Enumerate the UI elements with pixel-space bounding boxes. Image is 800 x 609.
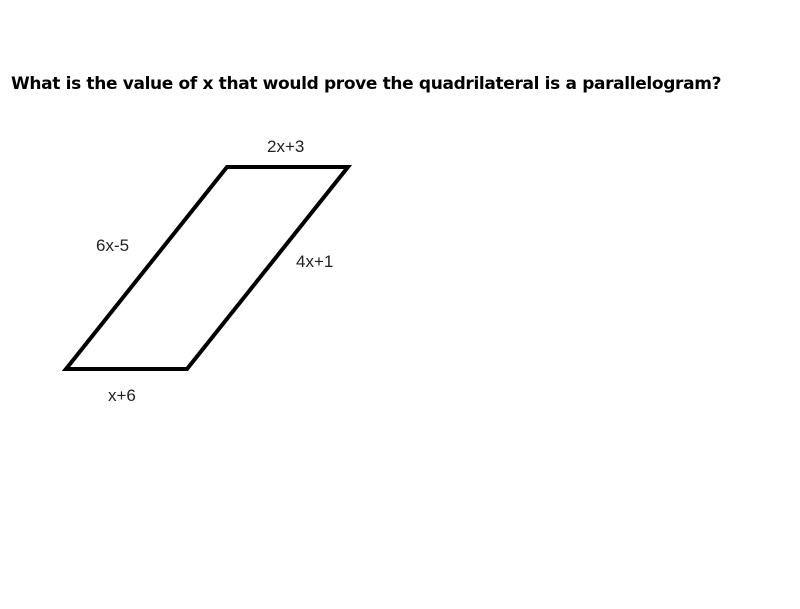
bottom-side-label: x+6 [108,386,136,405]
top-side-label: 2x+3 [267,137,305,156]
left-side-label: 6x-5 [96,236,130,255]
question-text: What is the value of x that would prove the quadrilateral is a parallelogram? [11,74,722,94]
right-side-label: 4x+1 [296,252,334,271]
